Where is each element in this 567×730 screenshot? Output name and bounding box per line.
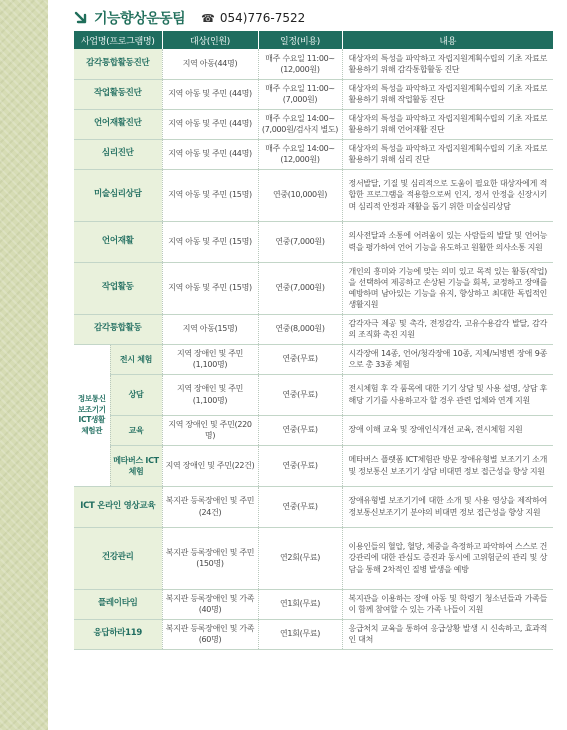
program-schedule: 연중(무료) <box>258 344 342 374</box>
program-target: 지역 아동 및 주민 (44명) <box>162 109 258 139</box>
program-content: 개인의 흥미와 기능에 맞는 의미 있고 목적 있는 활동(작업)을 선택하여 제공하고 손상된 기능을 회복, 교정하고 장애를 예방하며 남아있는 기능을 유지, 향상하고 최대한 독립적인 생활지원 <box>342 262 553 314</box>
program-table <box>74 31 553 650</box>
program-schedule: 매주 수요일 11:00~ (12,000원) <box>258 49 342 79</box>
program-target: 지역 장애인 및 주민(1,100명) <box>162 374 258 415</box>
program-schedule: 연중(무료) <box>258 445 342 486</box>
program-name: 플레이타임 <box>74 589 162 619</box>
program-content: 의사전달과 소통에 어려움이 있는 사람들의 발달 및 언어능력을 평가하여 언어 기능을 유도하고 원활한 의사소통 지원 <box>342 221 553 262</box>
program-schedule: 연1회(무료) <box>258 589 342 619</box>
program-name: 감각통합활동 <box>74 314 162 344</box>
program-target: 복지관 등록장애인 및 주민(150명) <box>162 527 258 589</box>
table-row <box>74 445 553 486</box>
column-header-target: 대상(인원) <box>162 31 258 49</box>
sub-program-name: 전시 체험 <box>110 344 162 374</box>
program-content: 정서발달, 기질 및 심리적으로 도움이 필요한 대상자에게 적합한 프로그램을 적용함으로써 인지, 정서 안정을 신장시키며 심리적 안정과 재활을 돕기 위한 미술심리상담 <box>342 169 553 221</box>
table-row <box>74 486 553 527</box>
phone-contact <box>201 11 305 25</box>
program-target: 복지관 등록장애인 및 가족(40명) <box>162 589 258 619</box>
sub-program-name: 메타버스 ICT체험 <box>110 445 162 486</box>
table-row <box>74 49 553 79</box>
program-name: 응답하라119 <box>74 619 162 649</box>
table-row <box>74 415 553 445</box>
program-schedule: 연중(무료) <box>258 415 342 445</box>
phone-icon: ☎ <box>201 11 215 25</box>
program-target: 지역 장애인 및 주민(220명) <box>162 415 258 445</box>
program-schedule: 연중(무료) <box>258 486 342 527</box>
program-schedule: 매주 수요일 11:00~ (7,000원) <box>258 79 342 109</box>
program-name: 심리진단 <box>74 139 162 169</box>
program-name: 미술심리상담 <box>74 169 162 221</box>
program-target: 복지관 등록장애인 및 가족(60명) <box>162 619 258 649</box>
program-schedule: 연중(7,000원) <box>258 262 342 314</box>
program-schedule: 연1회(무료) <box>258 619 342 649</box>
program-content: 대상자의 특성을 파악하고 자립지원계획수립의 기초 자료로 활용하기 위해 심리 진단 <box>342 139 553 169</box>
program-target: 지역 장애인 및 주민(22건) <box>162 445 258 486</box>
decorative-side-band <box>0 0 48 730</box>
column-header-schedule: 일정(비용) <box>258 31 342 49</box>
table-body <box>74 49 553 649</box>
team-title: 기능향상운동팀 <box>94 11 186 27</box>
table-row <box>74 79 553 109</box>
program-target: 지역 장애인 및 주민(1,100명) <box>162 344 258 374</box>
program-content: 장애유형별 보조기기에 대한 소개 및 사용 영상을 제작하여 정보통신보조기기 분야의 비대면 정보 접근성을 향상 지원 <box>342 486 553 527</box>
program-content: 복지관을 이용하는 장애 아동 및 학령기 청소년들과 가족들이 함께 참여할 수 있는 가족 나들이 지원 <box>342 589 553 619</box>
program-target: 지역 아동(15명) <box>162 314 258 344</box>
phone-number: 054)776-7522 <box>219 11 306 25</box>
program-name: 언어재활 <box>74 221 162 262</box>
table-row <box>74 139 553 169</box>
program-name: 작업활동진단 <box>74 79 162 109</box>
table-header-row <box>74 31 553 49</box>
program-schedule: 연중(7,000원) <box>258 221 342 262</box>
table-row <box>74 169 553 221</box>
program-content: 응급처치 교육을 통하여 응급상황 발생 시 신속하고, 효과적인 대처 <box>342 619 553 649</box>
table-row <box>74 344 553 374</box>
program-target: 지역 아동 및 주민 (15명) <box>162 169 258 221</box>
table-row <box>74 109 553 139</box>
program-schedule: 연중(10,000원) <box>258 169 342 221</box>
program-schedule: 매주 수요일 14:00~ (12,000원) <box>258 139 342 169</box>
sub-program-name: 교육 <box>110 415 162 445</box>
program-schedule: 매주 수요일 14:00~ (7,000원/검사지 별도) <box>258 109 342 139</box>
table-row <box>74 262 553 314</box>
program-content: 장애 이해 교육 및 장애인식개선 교육, 전시체험 지원 <box>342 415 553 445</box>
program-schedule: 연2회(무료) <box>258 527 342 589</box>
column-header-content: 내용 <box>342 31 553 49</box>
program-content: 대상자의 특성을 파악하고 자립지원계획수립의 기초 자료로 활용하기 위해 작업활동 진단 <box>342 79 553 109</box>
sub-program-name: 상담 <box>110 374 162 415</box>
program-content: 대상자의 특성을 파악하고 자립지원계획수립의 기초 자료로 활용하기 위해 감각통합활동 진단 <box>342 49 553 79</box>
program-name: 건강관리 <box>74 527 162 589</box>
program-target: 지역 아동 및 주민 (15명) <box>162 221 258 262</box>
program-content: 시각장애 14종, 언어/청각장애 10종, 지체/뇌병변 장애 9종으로 총 33종 체험 <box>342 344 553 374</box>
table-row <box>74 619 553 649</box>
program-content: 대상자의 특성을 파악하고 자립지원계획수립의 기초 자료로 활용하기 위해 언어재활 진단 <box>342 109 553 139</box>
program-target: 지역 아동 및 주민 (44명) <box>162 79 258 109</box>
arrow-down-right-icon <box>74 11 88 25</box>
group-label: 정보통신 보조기기 ICT생활 체험관 <box>74 344 110 486</box>
program-target: 지역 아동(44명) <box>162 49 258 79</box>
column-header-program: 사업명(프로그램명) <box>74 31 162 49</box>
program-target: 지역 아동 및 주민 (44명) <box>162 139 258 169</box>
program-target: 복지관 등록장애인 및 주민(24건) <box>162 486 258 527</box>
program-name: ICT 온라인 영상교육 <box>74 486 162 527</box>
table-row <box>74 527 553 589</box>
program-schedule: 연중(8,000원) <box>258 314 342 344</box>
program-schedule: 연중(무료) <box>258 374 342 415</box>
program-target: 지역 아동 및 주민 (15명) <box>162 262 258 314</box>
table-row <box>74 374 553 415</box>
program-content: 이용인들의 혈압, 혈당, 체중을 측정하고 파악하여 스스로 건강관리에 대한 관심도 증진과 동시에 고위험군의 관리 및 상담을 통해 2차적인 질병 발생을 예방 <box>342 527 553 589</box>
program-content: 메타버스 플랫폼 ICT체험관 방문 장애유형별 보조기기 소개 및 정보통신 보조기기 상담 비대면 정보 접근성을 향상 지원 <box>342 445 553 486</box>
program-content: 감각자극 제공 및 촉각, 전정감각, 고유수용감각 발달, 감각의 조직화 촉진 지원 <box>342 314 553 344</box>
program-content: 전시체험 후 각 품목에 대한 기기 상담 및 사용 설명, 상담 후 해당 기기를 사용하고자 할 경우 관련 업체와 연계 지원 <box>342 374 553 415</box>
table-row <box>74 221 553 262</box>
program-name: 감각통합활동진단 <box>74 49 162 79</box>
table-row <box>74 314 553 344</box>
section-header <box>74 6 305 30</box>
program-name: 언어재활진단 <box>74 109 162 139</box>
program-name: 작업활동 <box>74 262 162 314</box>
table-row <box>74 589 553 619</box>
